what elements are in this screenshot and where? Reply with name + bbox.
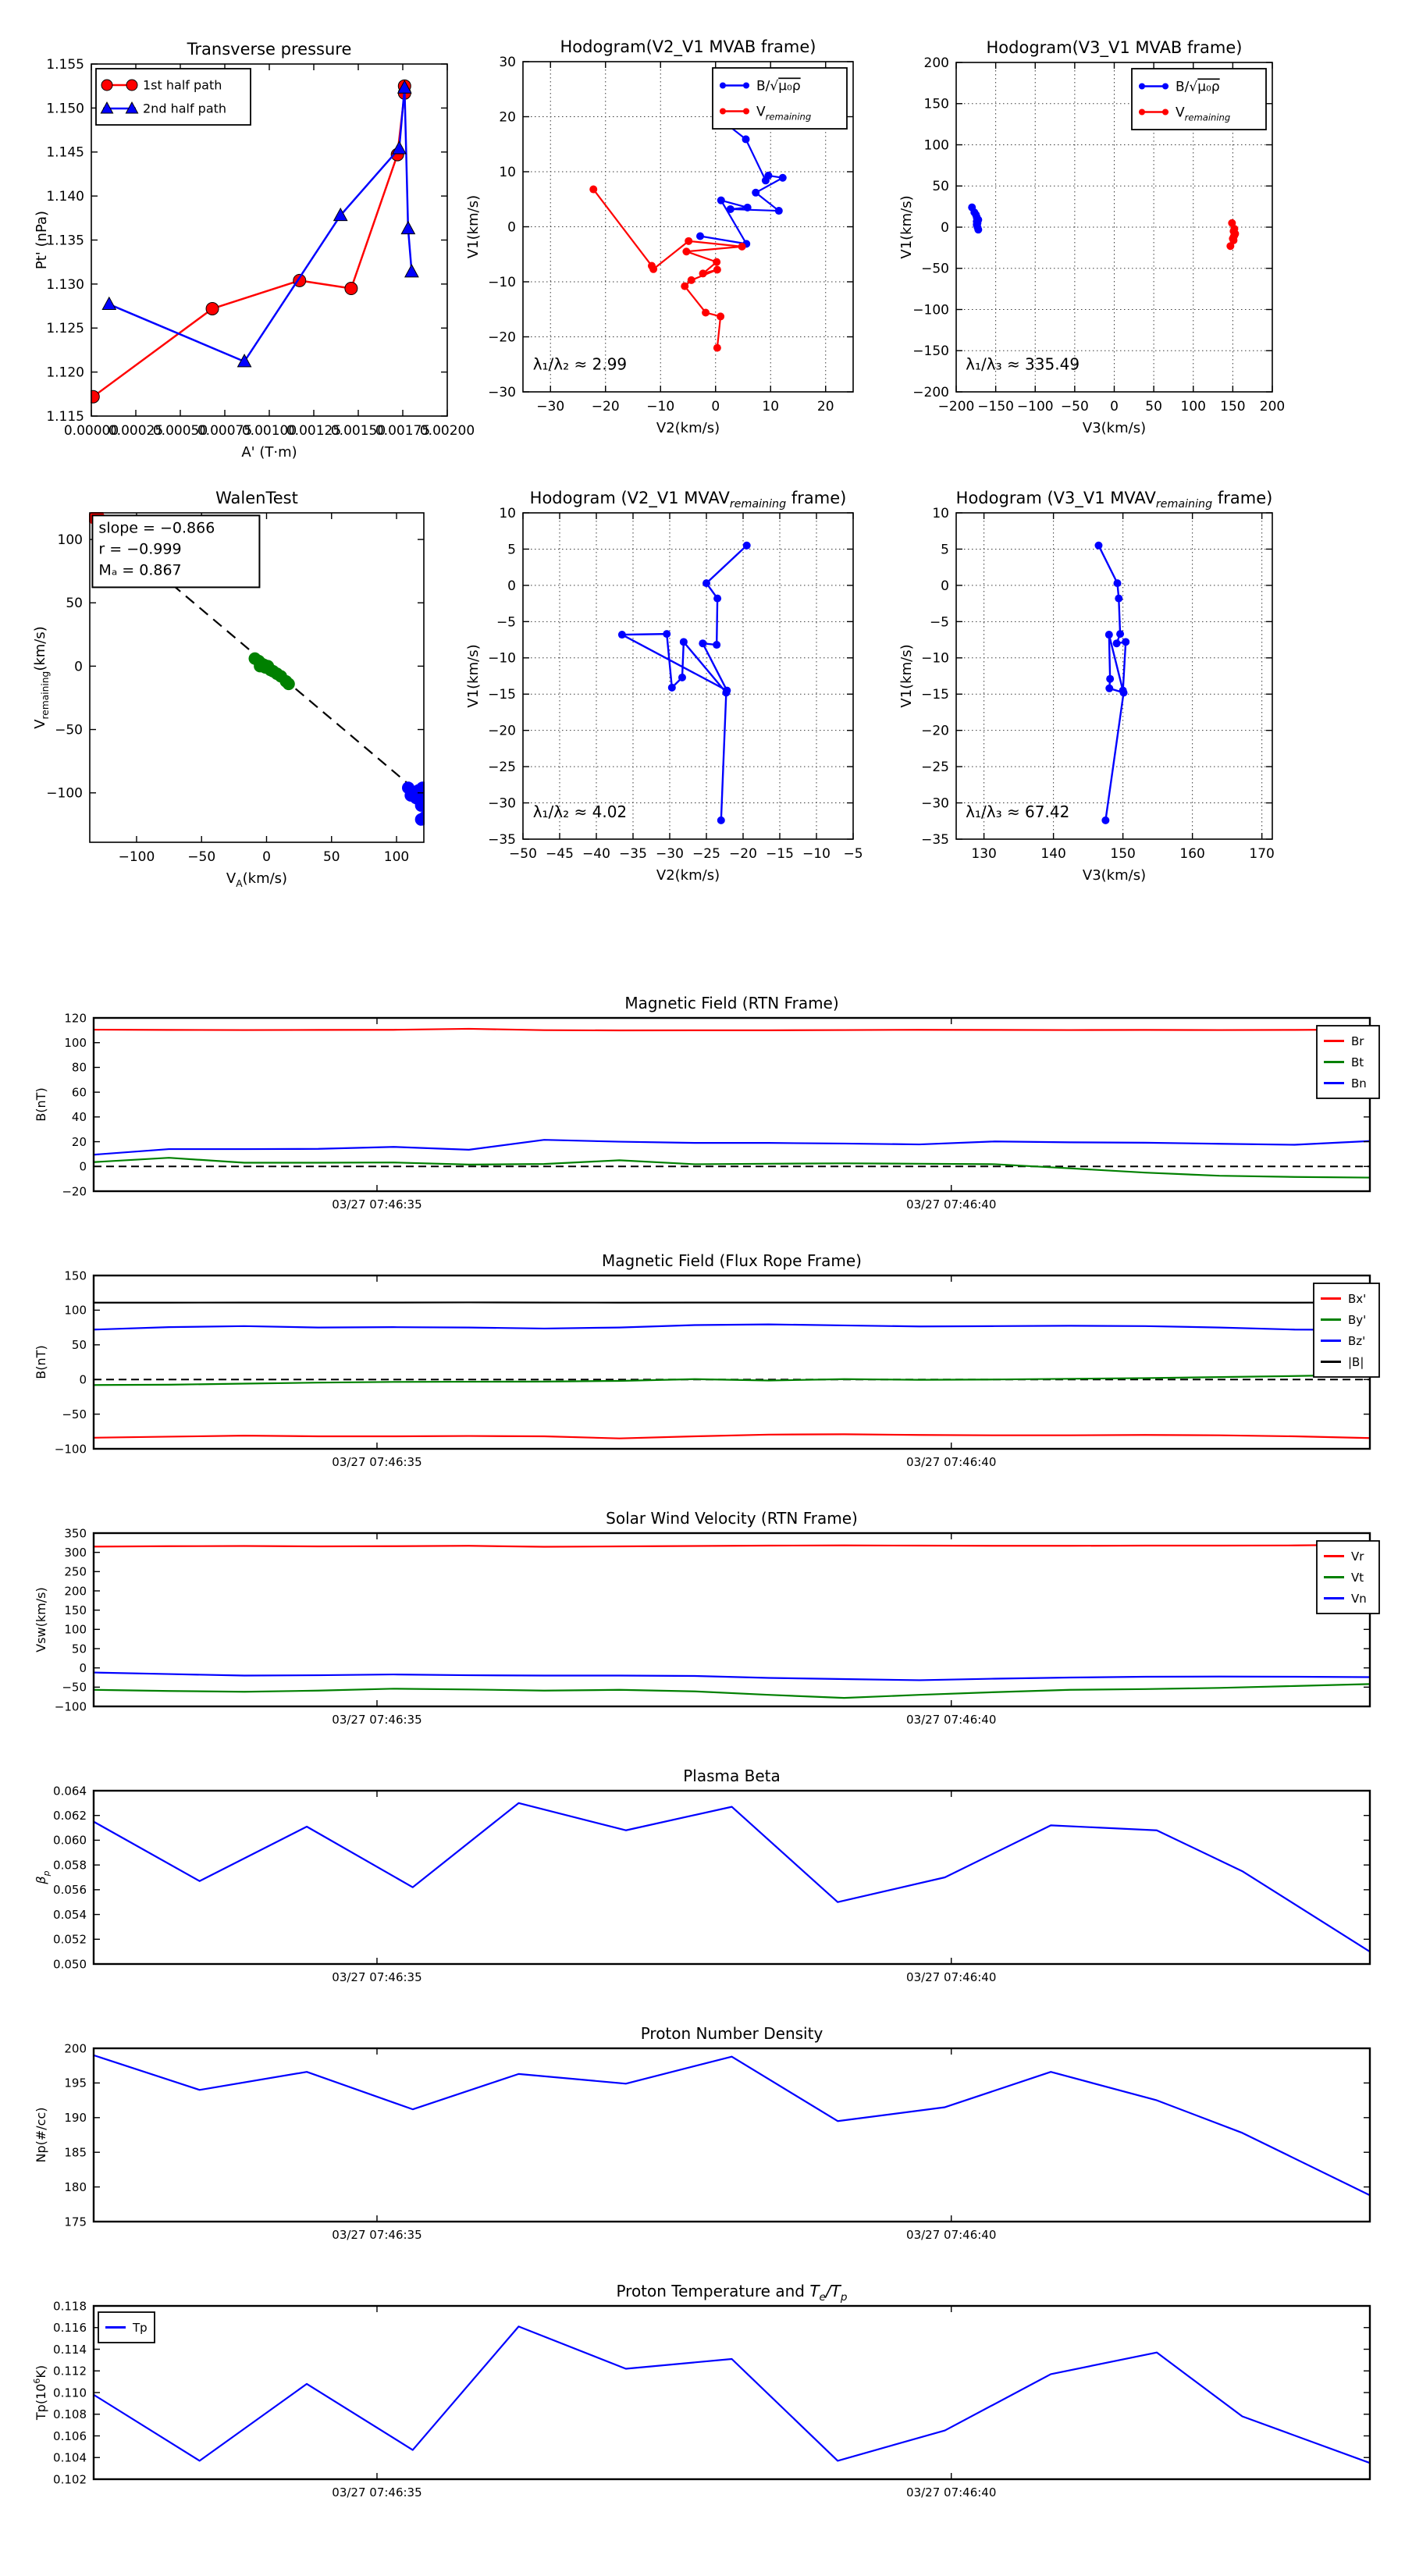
magnetic-field-fluxrope-legend-label: Bx' xyxy=(1348,1291,1367,1306)
hodogram-v3v1-mvav-xtick: 150 xyxy=(1110,846,1136,862)
point-marker xyxy=(743,109,749,115)
transverse-pressure-ytick: 1.140 xyxy=(46,189,84,205)
walen-test-annotation-line: Mₐ = 0.867 xyxy=(98,561,182,579)
walen-test-ylabel: $V_{remaining}(km/s)$ xyxy=(32,626,51,729)
hodogram-v3v1-mvav-xtick: 170 xyxy=(1249,846,1275,862)
point-marker xyxy=(699,269,707,277)
hodogram-v3v1-mvab-legend-label: B/√μ₀ρ xyxy=(1176,79,1220,95)
point-marker xyxy=(678,674,686,681)
transverse-pressure-ytick: 1.130 xyxy=(46,276,84,293)
hodogram-v2v1-mvab-title: Hodogram(V2_V1 MVAB frame) xyxy=(560,37,816,56)
point-marker xyxy=(663,630,670,638)
hodogram-v3v1-mvab-xtick: −50 xyxy=(1060,399,1089,415)
transverse-pressure-xtick: 0.00150 xyxy=(330,423,386,439)
point-marker xyxy=(699,639,706,647)
proton-temperature-ytick: 0.108 xyxy=(53,2407,87,2421)
hodogram-v3v1-mvab-legend-label: $V_{remaining}$ xyxy=(1176,105,1231,123)
solar-wind-velocity-title: Solar Wind Velocity (RTN Frame) xyxy=(606,1509,858,1528)
hodogram-v2v1-mvav-annotation xyxy=(533,802,627,821)
hodogram-v3v1-mvav-annotation xyxy=(966,802,1069,821)
hodogram-v3v1-mvav-xtick: 140 xyxy=(1040,846,1066,862)
transverse-pressure-legend-label: 1st half path xyxy=(143,77,222,93)
hodogram-v2v1-mvav-xlabel: V2(km/s) xyxy=(656,867,720,884)
hodogram-v2v1-mvab-ytick: −30 xyxy=(488,384,516,400)
transverse-pressure-xtick: 0.00075 xyxy=(197,423,253,439)
transverse-pressure-xtick: 0.00175 xyxy=(375,423,431,439)
proton-number-density-ytick: 195 xyxy=(64,2076,87,2090)
point-marker xyxy=(752,189,759,197)
point-marker xyxy=(589,186,597,194)
transverse-pressure-ytick: 1.115 xyxy=(46,408,84,425)
solar-wind-velocity-ytick: −50 xyxy=(62,1680,87,1695)
hodogram-v3v1-mvav-ytick: 10 xyxy=(932,505,949,521)
point-marker xyxy=(696,232,704,240)
point-marker xyxy=(1139,109,1145,116)
point-marker xyxy=(681,283,688,290)
transverse-pressure-ytick: 1.120 xyxy=(46,365,84,381)
point-marker xyxy=(1115,595,1122,603)
walen-test-annotation-line: slope = −0.866 xyxy=(98,519,215,537)
hodogram-v2v1-mvab-xtick: −30 xyxy=(536,399,565,415)
magnetic-field-rtn-legend-label: Bn xyxy=(1351,1076,1367,1091)
hodogram-v2v1-mvav-ytick: −25 xyxy=(488,760,516,776)
proton-temperature-ytick: 0.110 xyxy=(53,2386,87,2400)
hodogram-v3v1-mvav-ytick: −15 xyxy=(921,687,949,703)
hodogram-v3v1-mvav-ytick: −35 xyxy=(921,831,949,848)
hodogram-v2v1-mvav-ytick: 5 xyxy=(507,542,516,558)
point-marker xyxy=(713,641,720,649)
transverse-pressure-ytick: 1.150 xyxy=(46,101,84,117)
hodogram-v3v1-mvab-xtick: 100 xyxy=(1180,399,1206,415)
point-marker xyxy=(720,109,726,115)
point-marker xyxy=(649,265,657,273)
hodogram-v2v1-mvav-xtick: −5 xyxy=(843,846,863,862)
hodogram-v2v1-mvab-legend xyxy=(713,68,847,129)
plasma-beta-title: Plasma Beta xyxy=(683,1767,781,1785)
hodogram-v3v1-mvab-xtick: −150 xyxy=(977,399,1014,415)
transverse-pressure-ytick: 1.125 xyxy=(46,321,84,337)
hodogram-v2v1-mvav-ytick: 10 xyxy=(499,505,516,521)
hodogram-v3v1-mvab-xtick: 50 xyxy=(1145,399,1162,415)
hodogram-v3v1-mvab-annotation-text: λ₁/λ₃ ≈ 335.49 xyxy=(966,354,1080,374)
hodogram-v3v1-mvav-annotation-text: λ₁/λ₃ ≈ 67.42 xyxy=(966,802,1070,821)
transverse-pressure-xtick: 0.00000 xyxy=(63,423,119,439)
hodogram-v3v1-mvab-xtick: −200 xyxy=(937,399,975,415)
hodogram-v2v1-mvav-xtick: −50 xyxy=(509,846,537,862)
hodogram-v2v1-mvav-ytick: −5 xyxy=(496,614,516,631)
walen-test-title: WalenTest xyxy=(215,489,298,507)
magnetic-field-rtn-ytick: 0 xyxy=(79,1159,87,1174)
magnetic-field-fluxrope-title: Magnetic Field (Flux Rope Frame) xyxy=(602,1251,862,1270)
walen-test-ytick: 0 xyxy=(74,659,83,675)
transverse-pressure-xtick: 0.00050 xyxy=(152,423,208,439)
point-marker xyxy=(206,302,219,315)
magnetic-field-fluxrope-xtick: 03/27 07:46:40 xyxy=(906,1455,997,1469)
magnetic-field-rtn-ytick: −20 xyxy=(62,1184,87,1199)
transverse-pressure-title: Transverse pressure xyxy=(187,40,352,59)
solar-wind-velocity-legend-label: Vr xyxy=(1351,1549,1364,1564)
point-marker xyxy=(1139,84,1145,90)
hodogram-v3v1-mvab-xlabel: V3(km/s) xyxy=(1082,420,1147,436)
point-marker xyxy=(702,579,710,587)
transverse-pressure-xtick: 0.00100 xyxy=(241,423,297,439)
point-marker xyxy=(283,678,295,690)
point-marker xyxy=(1120,688,1128,696)
hodogram-v2v1-mvav-ylabel: V1(km/s) xyxy=(465,644,482,708)
hodogram-v3v1-mvab-ytick: −150 xyxy=(912,343,949,360)
proton-number-density-ylabel: Np(#/cc) xyxy=(34,2107,48,2163)
point-marker xyxy=(742,135,750,143)
magnetic-field-rtn-ytick: 60 xyxy=(71,1085,87,1100)
proton-temperature-ytick: 0.106 xyxy=(53,2428,87,2443)
hodogram-v2v1-mvav-xtick: −15 xyxy=(766,846,794,862)
hodogram-v2v1-mvab-xtick: 20 xyxy=(816,399,834,415)
hodogram-v2v1-mvav-xtick: −35 xyxy=(619,846,647,862)
hodogram-v3v1-mvav-ytick: 0 xyxy=(941,578,949,594)
hodogram-v3v1-mvav-ytick: −10 xyxy=(921,650,949,667)
magnetic-field-rtn-legend-label: Br xyxy=(1351,1034,1364,1048)
solar-wind-velocity-legend-label: Vt xyxy=(1351,1570,1364,1585)
proton-temperature-ytick: 0.104 xyxy=(53,2450,87,2465)
hodogram-v3v1-mvav-ytick: 5 xyxy=(941,542,949,558)
hodogram-v2v1-mvav-title: Hodogram (V2_V1 $MVAV_{remaining}$ frame) xyxy=(529,489,847,511)
point-marker xyxy=(743,542,751,550)
walen-test-ytick: 50 xyxy=(66,596,83,612)
hodogram-v2v1-mvav-xtick: −40 xyxy=(582,846,610,862)
magnetic-field-rtn-ytick: 20 xyxy=(71,1134,87,1149)
hodogram-v2v1-mvav-xtick: −45 xyxy=(546,846,574,862)
walen-test-xlabel: $V_A(km/s)$ xyxy=(226,870,288,889)
magnetic-field-fluxrope-legend xyxy=(1314,1283,1379,1377)
proton-temperature-xtick: 03/27 07:46:40 xyxy=(906,2485,997,2500)
solar-wind-velocity-ytick: 200 xyxy=(64,1584,87,1599)
hodogram-v2v1-mvav-xtick: −10 xyxy=(802,846,831,862)
transverse-pressure-ylabel: Pt' (nPa) xyxy=(34,210,50,270)
proton-temperature-ytick: 0.112 xyxy=(53,2364,87,2379)
point-marker xyxy=(1113,639,1121,647)
hodogram-v2v1-mvab-ytick: 20 xyxy=(499,109,516,126)
solar-wind-velocity-ytick: 350 xyxy=(64,1526,87,1541)
solar-wind-velocity-ytick: −100 xyxy=(54,1699,87,1714)
proton-number-density-ytick: 190 xyxy=(64,2111,87,2126)
point-marker xyxy=(974,226,982,233)
solar-wind-velocity-ytick: 50 xyxy=(71,1642,87,1656)
point-marker xyxy=(713,344,721,352)
point-marker xyxy=(345,283,357,295)
point-marker xyxy=(1101,817,1109,824)
hodogram-v2v1-mvab-xtick: −20 xyxy=(591,399,620,415)
plasma-beta-xtick: 03/27 07:46:35 xyxy=(332,1970,422,1984)
hodogram-v3v1-mvav-ytick: −5 xyxy=(929,614,949,631)
transverse-pressure-ytick: 1.145 xyxy=(46,144,84,161)
proton-temperature-ytick: 0.114 xyxy=(53,2342,87,2357)
point-marker xyxy=(775,207,783,215)
walen-test-annotation xyxy=(92,515,259,587)
hodogram-v2v1-mvav-ytick: −30 xyxy=(488,795,516,812)
solar-wind-velocity-xtick: 03/27 07:46:40 xyxy=(906,1713,997,1727)
magnetic-field-fluxrope-ytick: −100 xyxy=(54,1442,87,1457)
point-marker xyxy=(720,83,726,89)
magnetic-field-rtn-ytick: 40 xyxy=(71,1110,87,1125)
hodogram-v3v1-mvab-ytick: 200 xyxy=(923,55,949,71)
point-marker xyxy=(1162,109,1168,116)
hodogram-v3v1-mvab-xtick: 150 xyxy=(1220,399,1246,415)
hodogram-v3v1-mvab-ytick: −100 xyxy=(912,302,949,318)
plasma-beta-ytick: 0.050 xyxy=(53,1957,87,1972)
magnetic-field-fluxrope-ytick: 0 xyxy=(79,1372,87,1387)
point-marker xyxy=(618,631,626,639)
hodogram-v2v1-mvav-annotation-text: λ₁/λ₂ ≈ 4.02 xyxy=(532,802,628,821)
point-marker xyxy=(126,80,137,91)
point-marker xyxy=(680,638,688,646)
hodogram-v2v1-mvab-xtick: −10 xyxy=(646,399,675,415)
hodogram-v3v1-mvav-xtick: 130 xyxy=(971,846,997,862)
hodogram-v2v1-mvav-ytick: −20 xyxy=(488,723,516,739)
point-marker xyxy=(717,312,724,320)
magnetic-field-rtn-legend-label: Bt xyxy=(1351,1055,1364,1069)
hodogram-v2v1-mvab-ytick: 30 xyxy=(499,54,516,70)
transverse-pressure-xtick: 0.00125 xyxy=(286,423,342,439)
solar-wind-velocity-ytick: 0 xyxy=(79,1660,87,1675)
point-marker xyxy=(1162,84,1168,90)
transverse-pressure-ytick: 1.155 xyxy=(46,56,84,73)
magnetic-field-fluxrope-ytick: −50 xyxy=(62,1407,87,1421)
magnetic-field-rtn-title: Magnetic Field (RTN Frame) xyxy=(624,994,839,1012)
magnetic-field-fluxrope-legend-label: By' xyxy=(1348,1312,1367,1327)
magnetic-field-rtn-ytick: 120 xyxy=(64,1011,87,1026)
proton-number-density-ytick: 180 xyxy=(64,2179,87,2194)
hodogram-v3v1-mvab-legend xyxy=(1132,69,1266,130)
proton-temperature-ylabel: $Tp(10^6K)$ xyxy=(32,2364,48,2421)
walen-test-ytick: −100 xyxy=(46,785,83,802)
proton-number-density-title: Proton Number Density xyxy=(640,2024,823,2043)
point-marker xyxy=(713,258,720,266)
plasma-beta-ytick: 0.058 xyxy=(53,1858,87,1873)
hodogram-v3v1-mvab-ytick: 0 xyxy=(941,219,949,236)
point-marker xyxy=(1114,579,1122,587)
magnetic-field-rtn-ylabel: B(nT) xyxy=(34,1087,48,1122)
point-marker xyxy=(713,595,721,603)
hodogram-v2v1-mvab-ytick: 10 xyxy=(499,164,516,180)
hodogram-v2v1-mvab-legend-label: $V_{remaining}$ xyxy=(756,104,812,123)
plasma-beta-ytick: 0.060 xyxy=(53,1833,87,1848)
point-marker xyxy=(1122,638,1129,646)
walen-test-ytick: −50 xyxy=(55,722,83,738)
point-marker xyxy=(722,688,730,696)
magnetic-field-rtn-ytick: 100 xyxy=(64,1035,87,1050)
plasma-beta-xtick: 03/27 07:46:40 xyxy=(906,1970,997,1984)
walen-test-annotation-line: r = −0.999 xyxy=(98,540,182,558)
plasma-beta-ylabel: $\beta_p$ xyxy=(34,1870,52,1884)
solar-wind-velocity-legend xyxy=(1317,1541,1379,1614)
plasma-beta-ytick: 0.054 xyxy=(53,1907,87,1922)
point-marker xyxy=(717,197,725,205)
transverse-pressure-xtick: 0.00200 xyxy=(419,423,475,439)
walen-test-xtick: −100 xyxy=(118,849,155,865)
plasma-beta-ytick: 0.056 xyxy=(53,1883,87,1898)
point-marker xyxy=(779,174,787,182)
magnetic-field-fluxrope-ytick: 50 xyxy=(71,1338,87,1353)
solar-wind-velocity-ytick: 150 xyxy=(64,1603,87,1617)
hodogram-v3v1-mvab-ytick: 100 xyxy=(923,137,949,154)
hodogram-v2v1-mvab-ytick: −10 xyxy=(488,274,516,290)
point-marker xyxy=(744,204,752,212)
transverse-pressure-ytick: 1.135 xyxy=(46,233,84,249)
hodogram-v2v1-mvav-ytick: −15 xyxy=(488,687,516,703)
magnetic-field-fluxrope-legend-label: Bz' xyxy=(1348,1333,1366,1348)
proton-temperature-ytick: 0.102 xyxy=(53,2472,87,2487)
solar-wind-velocity-ytick: 100 xyxy=(64,1622,87,1637)
proton-temperature-legend-label: Tp xyxy=(133,2320,148,2335)
point-marker xyxy=(713,265,721,273)
point-marker xyxy=(1105,631,1113,639)
walen-test-xtick: 0 xyxy=(262,849,271,865)
plasma-beta-ytick: 0.052 xyxy=(53,1932,87,1947)
proton-number-density-ytick: 175 xyxy=(64,2215,87,2229)
hodogram-v2v1-mvab-legend-label: B/√μ₀ρ xyxy=(756,78,801,94)
point-marker xyxy=(727,205,735,213)
point-marker xyxy=(1094,542,1102,550)
hodogram-v2v1-mvav-ytick: 0 xyxy=(507,578,516,594)
hodogram-v3v1-mvab-xtick: 200 xyxy=(1259,399,1286,415)
hodogram-v3v1-mvab-annotation xyxy=(966,354,1080,373)
point-marker xyxy=(688,276,695,284)
proton-number-density-xtick: 03/27 07:46:40 xyxy=(906,2228,997,2242)
walen-test-xtick: 50 xyxy=(322,849,340,865)
hodogram-v2v1-mvav-xtick: −20 xyxy=(729,846,757,862)
hodogram-v2v1-mvab-ytick: −20 xyxy=(488,329,516,346)
magnetic-field-fluxrope-legend-label: |B| xyxy=(1348,1354,1364,1369)
hodogram-v3v1-mvav-ylabel: V1(km/s) xyxy=(898,644,915,708)
solar-wind-velocity-ytick: 250 xyxy=(64,1564,87,1579)
proton-temperature-ytick: 0.116 xyxy=(53,2321,87,2335)
hodogram-v3v1-mvav-ytick: −20 xyxy=(921,723,949,739)
hodogram-v3v1-mvab-ytick: −50 xyxy=(921,261,949,277)
proton-number-density-xtick: 03/27 07:46:35 xyxy=(332,2228,422,2242)
transverse-pressure-xlabel: A' (T·m) xyxy=(241,444,297,461)
magnetic-field-fluxrope-ytick: 150 xyxy=(64,1268,87,1283)
hodogram-v2v1-mvab-ytick: 0 xyxy=(507,219,516,236)
walen-test-xtick: 100 xyxy=(383,849,410,865)
hodogram-v3v1-mvav-xlabel: V3(km/s) xyxy=(1082,867,1147,884)
point-marker xyxy=(1105,685,1113,692)
hodogram-v2v1-mvav-ytick: −10 xyxy=(488,650,516,667)
plasma-beta-ytick: 0.064 xyxy=(53,1784,87,1799)
hodogram-v2v1-mvab-annotation xyxy=(533,354,627,373)
transverse-pressure-legend xyxy=(96,69,251,125)
point-marker xyxy=(668,684,676,692)
magnetic-field-rtn-xtick: 03/27 07:46:35 xyxy=(332,1197,422,1212)
magnetic-field-fluxrope-ytick: 100 xyxy=(64,1303,87,1318)
walen-test-xtick: −50 xyxy=(187,849,216,865)
hodogram-v2v1-mvab-ylabel: V1(km/s) xyxy=(465,194,482,259)
hodogram-v2v1-mvav-xtick: −25 xyxy=(692,846,720,862)
transverse-pressure-xtick: 0.00025 xyxy=(108,423,164,439)
hodogram-v2v1-mvav-ytick: −35 xyxy=(488,831,516,848)
magnetic-field-fluxrope-ylabel: B(nT) xyxy=(34,1345,48,1379)
solar-wind-velocity-ylabel: Vsw(km/s) xyxy=(34,1587,48,1653)
walen-test-ytick: 100 xyxy=(57,532,83,549)
point-marker xyxy=(717,817,725,824)
hodogram-v3v1-mvav-xtick: 160 xyxy=(1179,846,1205,862)
point-marker xyxy=(101,80,112,91)
magnetic-field-fluxrope-xtick: 03/27 07:46:35 xyxy=(332,1455,422,1469)
proton-number-density-ytick: 200 xyxy=(64,2041,87,2056)
magnetic-field-rtn-legend xyxy=(1317,1026,1379,1098)
proton-temperature-title: Proton Temperature and $T_e/T_p$ xyxy=(616,2282,848,2304)
hodogram-v2v1-mvab-xtick: 10 xyxy=(762,399,780,415)
hodogram-v3v1-mvav-title: Hodogram (V3_V1 $MVAV_{remaining}$ frame) xyxy=(955,489,1273,511)
hodogram-v3v1-mvab-title: Hodogram(V3_V1 MVAB frame) xyxy=(986,38,1243,57)
hodogram-v3v1-mvav-ytick: −25 xyxy=(921,760,949,776)
magnetic-field-rtn-xtick: 03/27 07:46:40 xyxy=(906,1197,997,1212)
magnetic-field-rtn-ytick: 80 xyxy=(71,1060,87,1075)
solar-wind-velocity-ytick: 300 xyxy=(64,1545,87,1560)
hodogram-v2v1-mvav-xtick: −30 xyxy=(656,846,684,862)
proton-temperature-legend xyxy=(98,2312,155,2343)
hodogram-v2v1-mvab-xtick: 0 xyxy=(711,399,720,415)
point-marker xyxy=(764,172,772,180)
point-marker xyxy=(1116,630,1124,638)
hodogram-v3v1-mvab-xtick: −100 xyxy=(1016,399,1054,415)
hodogram-v3v1-mvab-ytick: −200 xyxy=(912,384,949,400)
hodogram-v2v1-mvab-xlabel: V2(km/s) xyxy=(656,420,720,436)
plasma-beta-ytick: 0.062 xyxy=(53,1808,87,1823)
proton-number-density-ytick: 185 xyxy=(64,2145,87,2160)
point-marker xyxy=(702,308,710,316)
point-marker xyxy=(743,83,749,89)
point-marker xyxy=(738,243,746,251)
proton-temperature-xtick: 03/27 07:46:35 xyxy=(332,2485,422,2500)
point-marker xyxy=(685,237,692,245)
proton-temperature-ytick: 0.118 xyxy=(53,2299,87,2314)
hodogram-v2v1-mvab-annotation-text: λ₁/λ₂ ≈ 2.99 xyxy=(532,354,628,374)
hodogram-v3v1-mvab-ytick: 150 xyxy=(923,96,949,112)
hodogram-v3v1-mvab-ytick: 50 xyxy=(932,179,949,195)
transverse-pressure-legend-label: 2nd half path xyxy=(143,101,227,116)
point-marker xyxy=(682,247,690,255)
hodogram-v3v1-mvab-xtick: 0 xyxy=(1110,399,1119,415)
solar-wind-velocity-legend-label: Vn xyxy=(1351,1591,1367,1606)
point-marker xyxy=(1226,242,1234,250)
hodogram-v3v1-mvab-ylabel: V1(km/s) xyxy=(898,195,915,259)
solar-wind-velocity-xtick: 03/27 07:46:35 xyxy=(332,1713,422,1727)
hodogram-v3v1-mvav-ytick: −30 xyxy=(921,795,949,812)
point-marker xyxy=(1106,675,1114,683)
